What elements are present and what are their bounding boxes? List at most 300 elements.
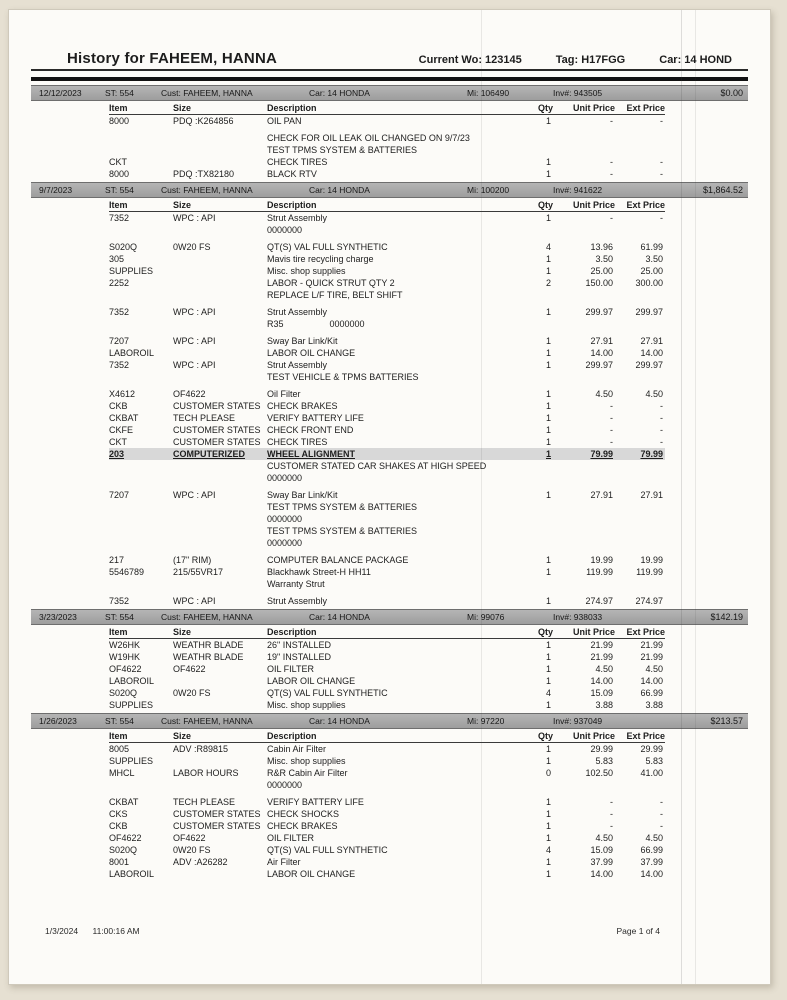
line-item-row	[109, 868, 665, 880]
item-unit-price: 4.50	[595, 664, 613, 674]
item-code: CKS	[109, 809, 128, 819]
item-description: Sway Bar Link/Kit	[267, 336, 338, 346]
line-item-row	[109, 306, 665, 318]
item-size: WPC : API	[173, 213, 216, 223]
item-description: QT(S) VAL FULL SYNTHETIC	[267, 688, 388, 698]
item-unit-price: -	[610, 809, 613, 819]
item-ext-price: 5.83	[645, 756, 663, 766]
item-description: WHEEL ALIGNMENT	[267, 449, 355, 459]
item-ext-price: 27.91	[640, 336, 663, 346]
col-qty: Qty	[537, 731, 553, 741]
item-unit-price: 15.09	[590, 845, 613, 855]
item-size: 0W20 FS	[173, 845, 211, 855]
item-description: LABOR OIL CHANGE	[267, 676, 356, 686]
item-qty: 1	[545, 266, 551, 276]
item-code: S020Q	[109, 242, 138, 252]
line-item-row	[109, 767, 665, 779]
col-qty: Qty	[537, 627, 553, 637]
item-code: CKT	[109, 157, 127, 167]
item-description: QT(S) VAL FULL SYNTHETIC	[267, 845, 388, 855]
item-ext-price: 21.99	[640, 640, 663, 650]
item-ext-price: -	[660, 169, 663, 179]
item-unit-price: 150.00	[585, 278, 613, 288]
line-item-row	[109, 755, 665, 767]
item-ext-price: -	[660, 425, 663, 435]
item-size: TECH PLEASE	[173, 797, 236, 807]
item-unit-price: 4.50	[595, 833, 613, 843]
item-description: VERIFY BATTERY LIFE	[267, 797, 364, 807]
item-code: 217	[109, 555, 125, 565]
item-unit-price: 21.99	[590, 640, 613, 650]
item-qty: 1	[545, 425, 551, 435]
item-description: LABOR OIL CHANGE	[267, 348, 356, 358]
line-item-row	[109, 513, 665, 525]
mileage: Mi: 99076	[467, 612, 505, 622]
item-ext-price: 27.91	[640, 490, 663, 500]
item-code: 203	[109, 449, 125, 459]
item-code: 7207	[109, 336, 130, 346]
visit-date: 9/7/2023	[39, 185, 73, 195]
item-qty: 1	[545, 307, 551, 317]
line-item-row	[109, 144, 665, 156]
customer-name: Cust: FAHEEM, HANNA	[161, 88, 253, 98]
item-size: PDQ :K264856	[173, 116, 234, 126]
item-qty: 4	[545, 845, 551, 855]
item-code: 305	[109, 254, 125, 264]
report-header	[31, 10, 748, 81]
item-unit-price: 79.99	[590, 449, 613, 459]
item-size: CUSTOMER STATES	[173, 437, 261, 447]
current-wo-label: Current Wo: 123145	[418, 54, 522, 66]
item-code: SUPPLIES	[109, 266, 154, 276]
item-qty: 1	[545, 401, 551, 411]
line-item-table	[109, 198, 665, 607]
item-code: 8000	[109, 169, 130, 179]
line-item-row	[109, 844, 665, 856]
line-item-row	[109, 808, 665, 820]
item-qty: 1	[545, 664, 551, 674]
item-description: COMPUTER BALANCE PACKAGE	[267, 555, 409, 565]
item-size: CUSTOMER STATES	[173, 401, 261, 411]
table-body	[109, 743, 665, 880]
item-qty: 1	[545, 652, 551, 662]
col-ext-price: Ext Price	[626, 200, 665, 210]
line-item-row	[109, 832, 665, 844]
store-number: ST: 554	[105, 612, 134, 622]
item-code: 7352	[109, 213, 130, 223]
item-unit-price: -	[610, 401, 613, 411]
table-body	[109, 115, 665, 180]
line-item-table	[109, 625, 665, 711]
item-unit-price: -	[610, 437, 613, 447]
line-item-row	[109, 796, 665, 808]
item-description: Strut Assembly	[267, 360, 328, 370]
item-size: OF4622	[173, 389, 206, 399]
item-ext-price: 3.50	[645, 254, 663, 264]
line-item-row	[109, 265, 665, 277]
line-item-table	[109, 729, 665, 880]
item-ext-price: -	[660, 413, 663, 423]
line-item-row	[109, 537, 665, 549]
item-ext-price: 4.50	[645, 833, 663, 843]
item-ext-price: -	[660, 157, 663, 167]
item-code: 7352	[109, 596, 130, 606]
item-unit-price: -	[610, 821, 613, 831]
item-unit-price: -	[610, 169, 613, 179]
table-header-row	[109, 729, 665, 743]
item-qty: 1	[545, 869, 551, 879]
item-size: TECH PLEASE	[173, 413, 236, 423]
item-unit-price: 27.91	[590, 336, 613, 346]
header-rule-thick	[31, 77, 748, 81]
line-item-row	[109, 687, 665, 699]
item-unit-price: 13.96	[590, 242, 613, 252]
line-item-row	[109, 168, 665, 180]
item-code: 7207	[109, 490, 130, 500]
col-item: Item	[109, 731, 128, 741]
visit-header-bar	[31, 182, 748, 198]
line-item-row	[109, 675, 665, 687]
item-qty: 1	[545, 449, 551, 459]
item-code: W26HK	[109, 640, 141, 650]
item-unit-price: 14.00	[590, 869, 613, 879]
item-size: OF4622	[173, 833, 206, 843]
service-visit-section	[31, 713, 748, 880]
item-ext-price: 14.00	[640, 676, 663, 686]
line-item-row	[109, 412, 665, 424]
item-qty: 1	[545, 744, 551, 754]
item-code: LABOROIL	[109, 348, 155, 358]
item-qty: 4	[545, 242, 551, 252]
col-qty: Qty	[537, 200, 553, 210]
item-unit-price: 3.88	[595, 700, 613, 710]
item-size: (17" RIM)	[173, 555, 212, 565]
item-size: ADV :R89815	[173, 744, 229, 754]
item-size: WPC : API	[173, 596, 216, 606]
item-unit-price: -	[610, 413, 613, 423]
item-qty: 1	[545, 157, 551, 167]
item-description: OIL FILTER	[267, 833, 315, 843]
item-code: CKBAT	[109, 413, 139, 423]
item-code: CKB	[109, 401, 128, 411]
line-item-row	[109, 156, 665, 168]
item-qty: 1	[545, 490, 551, 500]
item-code: 5546789	[109, 567, 145, 577]
item-qty: 1	[545, 413, 551, 423]
item-size: WPC : API	[173, 336, 216, 346]
item-description: 0000000	[267, 538, 303, 548]
item-qty: 1	[545, 821, 551, 831]
item-description: Sway Bar Link/Kit	[267, 490, 338, 500]
col-description: Description	[267, 627, 317, 637]
item-qty: 1	[545, 336, 551, 346]
item-qty: 1	[545, 567, 551, 577]
item-qty: 1	[545, 555, 551, 565]
line-item-row	[109, 460, 665, 472]
item-ext-price: 300.00	[635, 278, 663, 288]
item-ext-price: 37.99	[640, 857, 663, 867]
item-qty: 1	[545, 437, 551, 447]
item-size: WPC : API	[173, 307, 216, 317]
item-ext-price: 19.99	[640, 555, 663, 565]
item-size: WPC : API	[173, 490, 216, 500]
car-model: Car: 14 HONDA	[309, 612, 370, 622]
visit-header-bar	[31, 609, 748, 625]
item-unit-price: 274.97	[585, 596, 613, 606]
page-number: Page 1 of 4	[616, 926, 660, 936]
item-ext-price: 299.97	[635, 307, 663, 317]
item-size: ADV :A26282	[173, 857, 228, 867]
item-description: 0000000	[267, 473, 303, 483]
item-description: 19" INSTALLED	[267, 652, 332, 662]
service-visit-section	[31, 182, 748, 607]
table-header-row	[109, 198, 665, 212]
item-qty: 1	[545, 809, 551, 819]
item-description: R&R Cabin Air Filter	[267, 768, 348, 778]
item-size: OF4622	[173, 664, 206, 674]
col-size: Size	[173, 103, 192, 113]
car-model: Car: 14 HONDA	[309, 716, 370, 726]
item-code: 7352	[109, 360, 130, 370]
print-time: 11:00:16 AM	[92, 926, 140, 936]
invoice-total: $0.00	[720, 88, 743, 98]
line-item-row	[109, 856, 665, 868]
print-date: 1/3/2024	[45, 926, 79, 936]
item-unit-price: 14.00	[590, 676, 613, 686]
vehicle-car-label: Car: 14 HOND	[659, 54, 732, 66]
item-code: 8001	[109, 857, 130, 867]
item-description: TEST VEHICLE & TPMS BATTERIES	[267, 372, 419, 382]
col-item: Item	[109, 200, 128, 210]
customer-name: Cust: FAHEEM, HANNA	[161, 185, 253, 195]
item-qty: 1	[545, 389, 551, 399]
item-description: OIL FILTER	[267, 664, 315, 674]
item-description: Strut Assembly	[267, 307, 328, 317]
mileage: Mi: 97220	[467, 716, 505, 726]
line-item-row	[109, 820, 665, 832]
header-rule-thin	[31, 69, 748, 71]
item-ext-price: 66.99	[640, 688, 663, 698]
item-unit-price: 5.83	[595, 756, 613, 766]
item-code: 8005	[109, 744, 130, 754]
item-description: Warranty Strut	[267, 579, 325, 589]
col-size: Size	[173, 200, 192, 210]
item-code: X4612	[109, 389, 136, 399]
item-description: Misc. shop supplies	[267, 266, 346, 276]
item-ext-price: 41.00	[640, 768, 663, 778]
visit-header-bar	[31, 713, 748, 729]
item-qty: 1	[545, 676, 551, 686]
item-code: S020Q	[109, 845, 138, 855]
line-item-row	[109, 241, 665, 253]
item-description: CHECK BRAKES	[267, 821, 338, 831]
item-unit-price: 3.50	[595, 254, 613, 264]
col-ext-price: Ext Price	[626, 731, 665, 741]
item-unit-price: -	[610, 797, 613, 807]
item-ext-price: -	[660, 821, 663, 831]
item-description: Strut Assembly	[267, 596, 328, 606]
line-item-row	[109, 371, 665, 383]
line-item-row	[109, 651, 665, 663]
item-qty: 1	[545, 348, 551, 358]
item-unit-price: 19.99	[590, 555, 613, 565]
item-ext-price: -	[660, 437, 663, 447]
line-item-row	[109, 472, 665, 484]
line-item-row	[109, 347, 665, 359]
item-qty: 1	[545, 360, 551, 370]
invoice-total: $213.57	[710, 716, 743, 726]
service-visit-section	[31, 609, 748, 711]
item-code: OF4622	[109, 833, 142, 843]
item-description: CHECK FOR OIL LEAK OIL CHANGED ON 9/7/23	[267, 133, 470, 143]
item-description: 26" INSTALLED	[267, 640, 332, 650]
item-description: CHECK TIRES	[267, 437, 328, 447]
item-code: MHCL	[109, 768, 135, 778]
item-code: CKB	[109, 821, 128, 831]
line-item-row	[109, 318, 665, 330]
item-size: LABOR HOURS	[173, 768, 239, 778]
item-description: LABOR - QUICK STRUT QTY 2	[267, 278, 395, 288]
service-visit-section	[31, 85, 748, 180]
col-unit-price: Unit Price	[572, 200, 615, 210]
visit-date: 1/26/2023	[39, 716, 77, 726]
item-code: SUPPLIES	[109, 756, 154, 766]
item-ext-price: 25.00	[640, 266, 663, 276]
item-description: Blackhawk Street-H HH11	[267, 567, 371, 577]
store-number: ST: 554	[105, 185, 134, 195]
item-qty: 1	[545, 596, 551, 606]
item-code: W19HK	[109, 652, 141, 662]
item-unit-price: 15.09	[590, 688, 613, 698]
item-description: R35 0000000	[267, 319, 365, 329]
visit-header-bar	[31, 85, 748, 101]
item-size: CUSTOMER STATES	[173, 821, 261, 831]
item-description: 0000000	[267, 780, 303, 790]
item-ext-price: -	[660, 809, 663, 819]
item-size: 0W20 FS	[173, 688, 211, 698]
item-unit-price: 25.00	[590, 266, 613, 276]
item-code: SUPPLIES	[109, 700, 154, 710]
item-unit-price: 299.97	[585, 307, 613, 317]
item-qty: 1	[545, 169, 551, 179]
line-item-row	[109, 224, 665, 236]
item-description: CHECK FRONT END	[267, 425, 354, 435]
invoice-number: Inv#: 943505	[553, 88, 603, 98]
item-ext-price: 299.97	[635, 360, 663, 370]
item-description: CUSTOMER STATED CAR SHAKES AT HIGH SPEED	[267, 461, 487, 471]
line-item-row	[109, 212, 665, 224]
item-description: QT(S) VAL FULL SYNTHETIC	[267, 242, 388, 252]
print-timestamp	[45, 926, 152, 936]
line-item-row	[109, 359, 665, 371]
item-ext-price: 79.99	[640, 449, 663, 459]
item-size: CUSTOMER STATES	[173, 425, 261, 435]
item-code: LABOROIL	[109, 869, 155, 879]
item-ext-price: -	[660, 797, 663, 807]
line-item-row	[109, 115, 665, 127]
line-item-row	[109, 639, 665, 651]
col-size: Size	[173, 731, 192, 741]
item-description: CHECK BRAKES	[267, 401, 338, 411]
item-ext-price: 21.99	[640, 652, 663, 662]
item-code: CKT	[109, 437, 127, 447]
table-header-row	[109, 101, 665, 115]
col-qty: Qty	[537, 103, 553, 113]
report-footer	[31, 926, 748, 936]
line-item-row	[109, 436, 665, 448]
item-unit-price: -	[610, 213, 613, 223]
item-qty: 1	[545, 756, 551, 766]
item-description: VERIFY BATTERY LIFE	[267, 413, 364, 423]
invoice-number: Inv#: 941622	[553, 185, 603, 195]
line-item-row	[109, 578, 665, 590]
invoice-total: $142.19	[710, 612, 743, 622]
vehicle-tag-label: Tag: H17FGG	[555, 54, 626, 66]
col-item: Item	[109, 103, 128, 113]
line-item-table	[109, 101, 665, 180]
item-unit-price: 21.99	[590, 652, 613, 662]
col-ext-price: Ext Price	[626, 103, 665, 113]
line-item-row	[109, 554, 665, 566]
item-qty: 4	[545, 688, 551, 698]
table-body	[109, 639, 665, 711]
item-description: BLACK RTV	[267, 169, 317, 179]
item-description: TEST TPMS SYSTEM & BATTERIES	[267, 145, 418, 155]
item-description: Air Filter	[267, 857, 301, 867]
item-ext-price: 61.99	[640, 242, 663, 252]
item-ext-price: 66.99	[640, 845, 663, 855]
item-size: WPC : API	[173, 360, 216, 370]
item-qty: 1	[545, 640, 551, 650]
col-unit-price: Unit Price	[572, 627, 615, 637]
line-item-row	[109, 424, 665, 436]
item-unit-price: 14.00	[590, 348, 613, 358]
item-code: CKFE	[109, 425, 134, 435]
item-description: 0000000	[267, 514, 303, 524]
item-ext-price: -	[660, 401, 663, 411]
col-description: Description	[267, 200, 317, 210]
item-description: Oil Filter	[267, 389, 301, 399]
item-description: Misc. shop supplies	[267, 700, 346, 710]
item-size: PDQ :TX82180	[173, 169, 235, 179]
line-item-row	[109, 388, 665, 400]
item-unit-price: 119.99	[586, 567, 613, 577]
visit-date: 12/12/2023	[39, 88, 82, 98]
mileage: Mi: 106490	[467, 88, 510, 98]
car-model: Car: 14 HONDA	[309, 88, 370, 98]
item-description: TEST TPMS SYSTEM & BATTERIES	[267, 502, 418, 512]
customer-name: Cust: FAHEEM, HANNA	[161, 716, 253, 726]
line-item-row	[109, 743, 665, 755]
table-body	[109, 212, 665, 607]
item-description: LABOR OIL CHANGE	[267, 869, 356, 879]
item-ext-price: 4.50	[645, 664, 663, 674]
line-item-row	[109, 132, 665, 144]
item-ext-price: 4.50	[645, 389, 663, 399]
invoice-total: $1,864.52	[702, 185, 743, 195]
item-ext-price: 3.88	[645, 700, 663, 710]
line-item-row	[109, 253, 665, 265]
item-code: 8000	[109, 116, 130, 126]
item-description: Misc. shop supplies	[267, 756, 346, 766]
item-size: WEATHR BLADE	[173, 640, 244, 650]
item-qty: 1	[545, 833, 551, 843]
mileage: Mi: 100200	[467, 185, 510, 195]
item-unit-price: 27.91	[590, 490, 613, 500]
col-description: Description	[267, 731, 317, 741]
item-description: Mavis tire recycling charge	[267, 254, 374, 264]
item-ext-price: -	[660, 116, 663, 126]
